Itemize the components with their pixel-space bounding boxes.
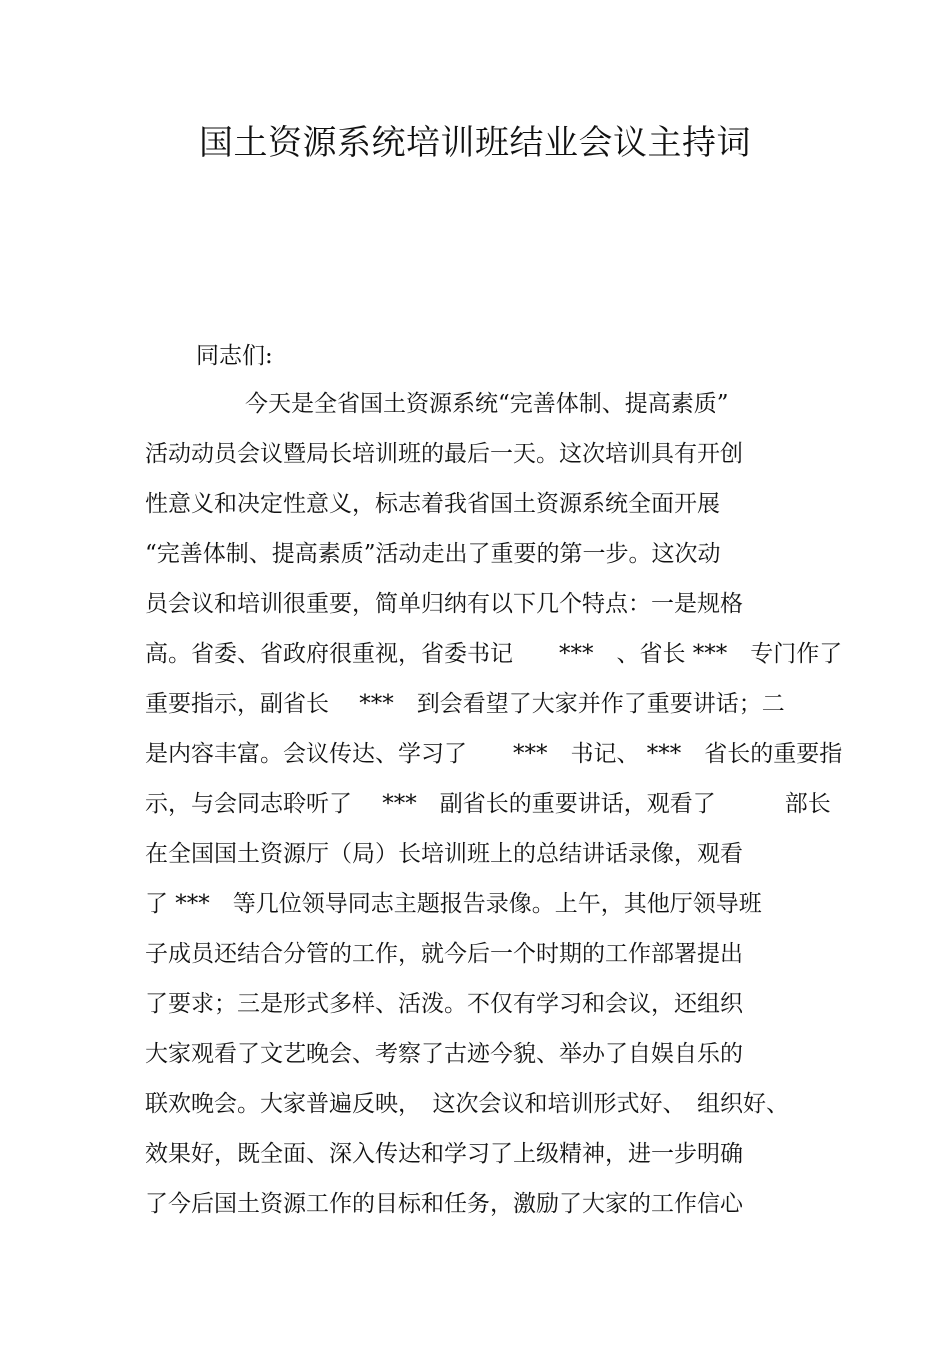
body-line: 了 *** 等几位领导同志主题报告录像。上午，其他厅领导班 bbox=[145, 891, 762, 917]
body-line: 今天是全省国土资源系统“完善体制、提高素质” bbox=[245, 391, 729, 417]
body-line: “完善体制、提高素质”活动走出了重要的第一步。这次动 bbox=[145, 541, 721, 567]
body-line: 员会议和培训很重要，简单归纳有以下几个特点：一是规格 bbox=[145, 591, 743, 617]
body-line: 在全国国土资源厅（局）长培训班上的总结讲话录像，观看 bbox=[145, 841, 743, 867]
body-line: 性意义和决定性意义，标志着我省国土资源系统全面开展 bbox=[145, 491, 720, 517]
body-line: 活动动员会议暨局长培训班的最后一天。这次培训具有开创 bbox=[145, 441, 743, 467]
body-line: 联欢晚会。大家普遍反映， 这次会议和培训形式好、 组织好、 bbox=[145, 1091, 789, 1117]
body-line: 子成员还结合分管的工作，就今后一个时期的工作部署提出 bbox=[145, 941, 743, 967]
document-title: 国土资源系统培训班结业会议主持词 bbox=[199, 123, 751, 163]
body-line: 重要指示，副省长 *** 到会看望了大家并作了重要讲话；二 bbox=[145, 691, 785, 717]
body-line: 效果好，既全面、深入传达和学习了上级精神，进一步明确 bbox=[145, 1141, 743, 1167]
body-line: 了要求；三是形式多样、活泼。不仅有学习和会议，还组织 bbox=[145, 991, 743, 1017]
body-line: 高。省委、省政府很重视，省委书记 *** 、省长 *** 专门作了 bbox=[145, 641, 843, 667]
salutation: 同志们: bbox=[196, 343, 273, 369]
body-line: 大家观看了文艺晚会、考察了古迹今貌、举办了自娱自乐的 bbox=[145, 1041, 743, 1067]
body-line: 示，与会同志聆听了 *** 副省长的重要讲话，观看了 部长 bbox=[145, 791, 831, 817]
body-line: 是内容丰富。会议传达、学习了 *** 书记、 *** 省长的重要指 bbox=[145, 741, 843, 767]
body-line: 了今后国土资源工作的目标和任务，激励了大家的工作信心 bbox=[145, 1191, 743, 1217]
